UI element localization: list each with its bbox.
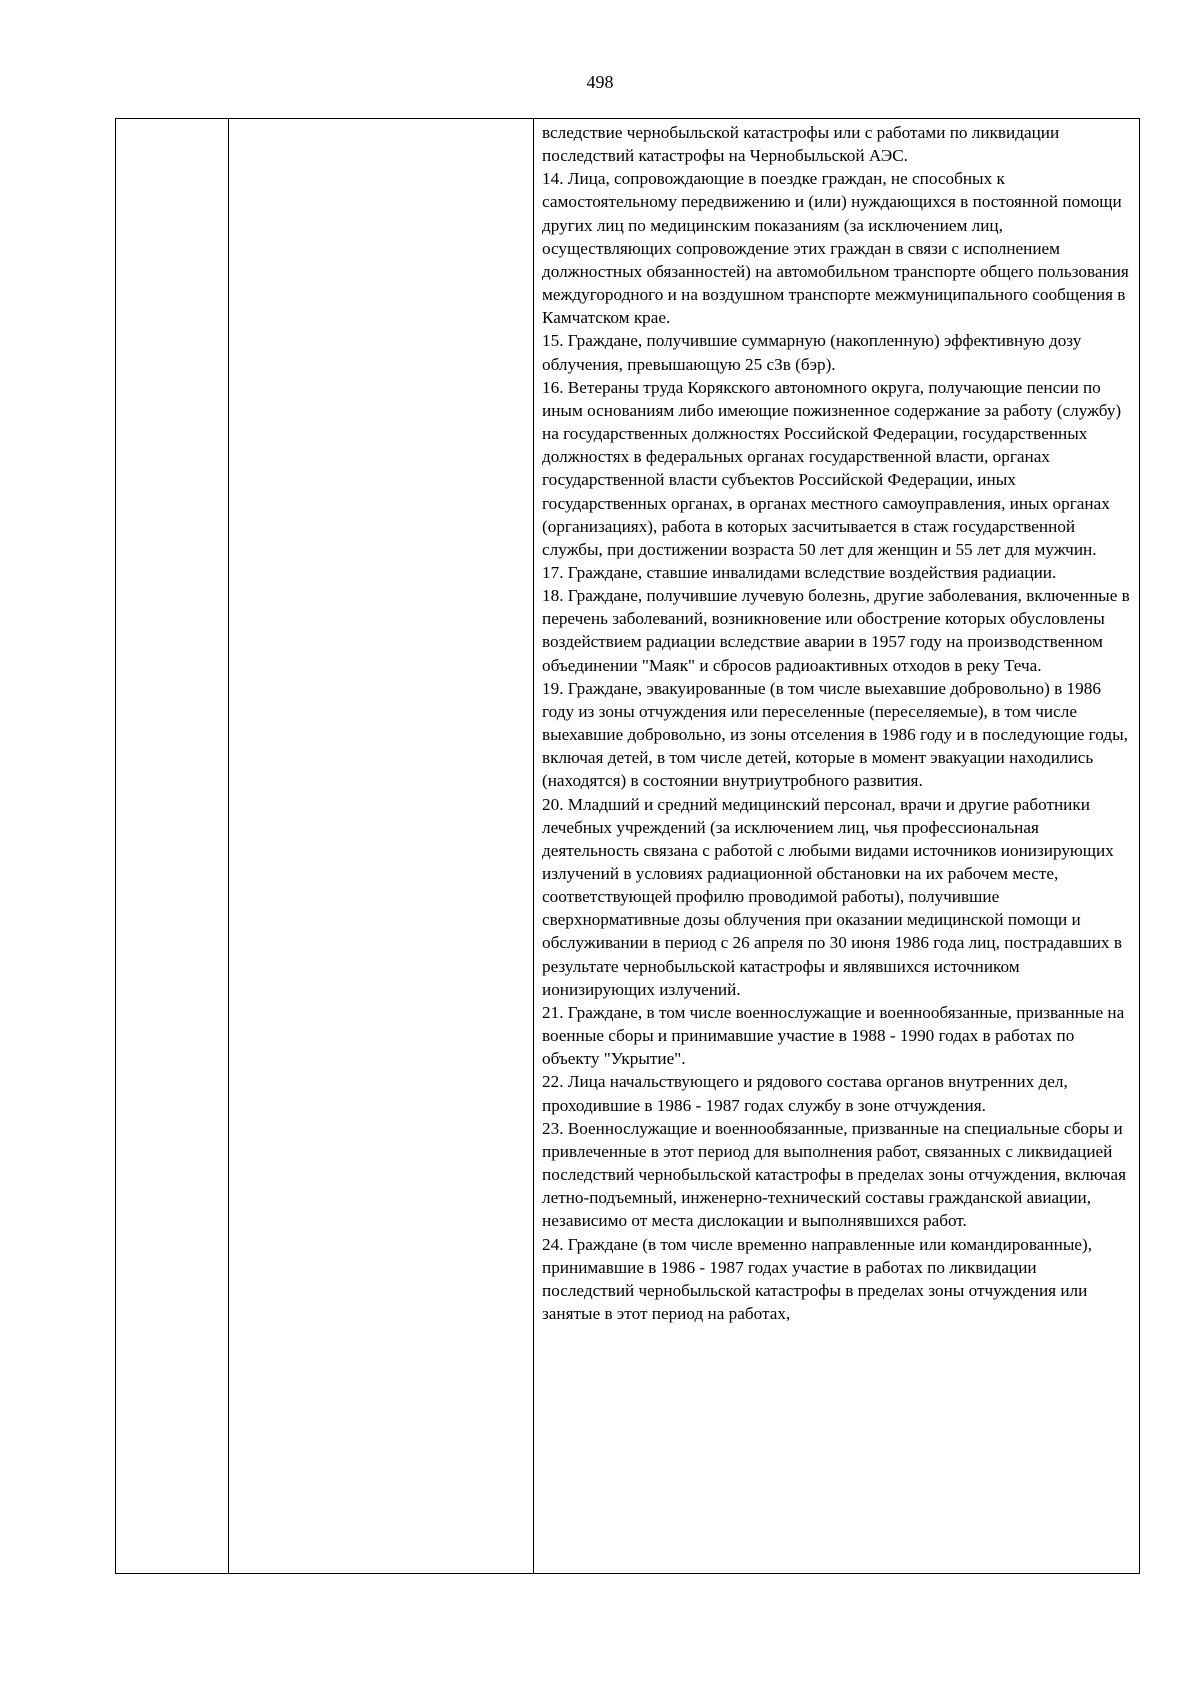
paragraph-item-17: 17. Граждане, ставшие инвалидами вследствие воздействия радиации.: [542, 562, 1057, 582]
paragraph-item-19: 19. Граждане, эвакуированные (в том числе выехавшие добровольно) в 1986 году из зоны отчуждения или переселенные (переселяемые), в том числе выехавшие добровольно, из зоны отселения в 1986 году и в последующие годы, включая детей, в том числе детей, которые в момент эвакуации находились (находятся) в состоянии внутриутробного развития.: [542, 678, 1128, 791]
document-table: [115, 118, 1140, 1574]
cell-text-col1: [116, 119, 228, 121]
paragraph-item-21: 21. Граждане, в том числе военнослужащие и военнообязанные, призванные на военные сборы и принимавшие участие в 1988 - 1990 годах в работах по объекту "Укрытие".: [542, 1002, 1125, 1069]
cell-text-col2: [229, 119, 533, 121]
paragraph-continuation: вследствие чернобыльской катастрофы или с работами по ликвидации последствий катастрофы на Чернобыльской АЭС.: [542, 123, 1060, 166]
page-number: 498: [586, 72, 614, 92]
table-cell-col2: [229, 119, 534, 1574]
cell-text-col3: [534, 119, 1139, 1325]
paragraph-item-15: 15. Граждане, получившие суммарную (накопленную) эффективную дозу облучения, превышающую 25 сЗв (бэр).: [542, 331, 1082, 374]
paragraph-item-16: 16. Ветераны труда Корякского автономного округа, получающие пенсии по иным основаниям либо имеющие пожизненное содержание за работу (службу) на государственных должностях Российской Федерации, государственных должностях в федеральных органах государственной власти, органах государственной власти субъектов Российской Федерации, иных государственных органах, в органах местного самоуправления, иных органах (организациях), работа в которых засчитывается в стаж государственной службы, при достижении возраста 50 лет для женщин и 55 лет для мужчин.: [542, 377, 1122, 559]
paragraph-item-24: 24. Граждане (в том числе временно направленные или командированные), принимавшие в 1986 - 1987 годах участие в работах по ликвидации последствий чернобыльской катастрофы в пределах зоны отчуждения или занятые в этот период на работах,: [542, 1234, 1093, 1323]
paragraph-item-14: 14. Лица, сопровождающие в поездке граждан, не способных к самостоятельному передвижению и (или) нуждающихся в постоянной помощи других лиц по медицинским показаниям (за исключением лиц, осуществляющих сопровождение этих граждан в связи с исполнением должностных обязанностей) на автомобильном транспорте общего пользования междугородного и на воздушном транспорте межмуниципального сообщения в Камчатском крае.: [542, 169, 1129, 328]
table-cell-col1: [116, 119, 229, 1574]
table-row: [116, 119, 1140, 1574]
paragraph-item-23: 23. Военнослужащие и военнообязанные, призванные на специальные сборы и привлеченные в этот период для выполнения работ, связанных с ликвидацией последствий чернобыльской катастрофы в пределах зоны отчуждения, включая летно-подъемный, инженерно-технический составы гражданской авиации, независимо от места дислокации и выполнявшихся работ.: [542, 1118, 1127, 1231]
paragraph-item-20: 20. Младший и средний медицинский персонал, врачи и другие работники лечебных учреждений (за исключением лиц, чья профессиональная деятельность связана с работой с любыми видами источников ионизирующих излучений в условиях радиационной обстановки на их рабочем месте, соответствующей профилю проводимой работы), получившие сверхнормативные дозы облучения при оказании медицинской помощи и обслуживании в период с 26 апреля по 30 июня 1986 года лиц, пострадавших в результате чернобыльской катастрофы и являвшихся источником ионизирующих излучений.: [542, 794, 1122, 999]
table-cell-col3: [534, 119, 1140, 1574]
paragraph-item-22: 22. Лица начальствующего и рядового состава органов внутренних дел, проходившие в 1986 - 1987 годах службу в зоне отчуждения.: [542, 1072, 1068, 1115]
paragraph-item-18: 18. Граждане, получившие лучевую болезнь, другие заболевания, включенные в перечень заболеваний, возникновение или обострение которых обусловлены воздействием радиации вследствие аварии в 1957 году на производственном объединении "Маяк" и сбросов радиоактивных отходов в реку Теча.: [542, 586, 1130, 675]
